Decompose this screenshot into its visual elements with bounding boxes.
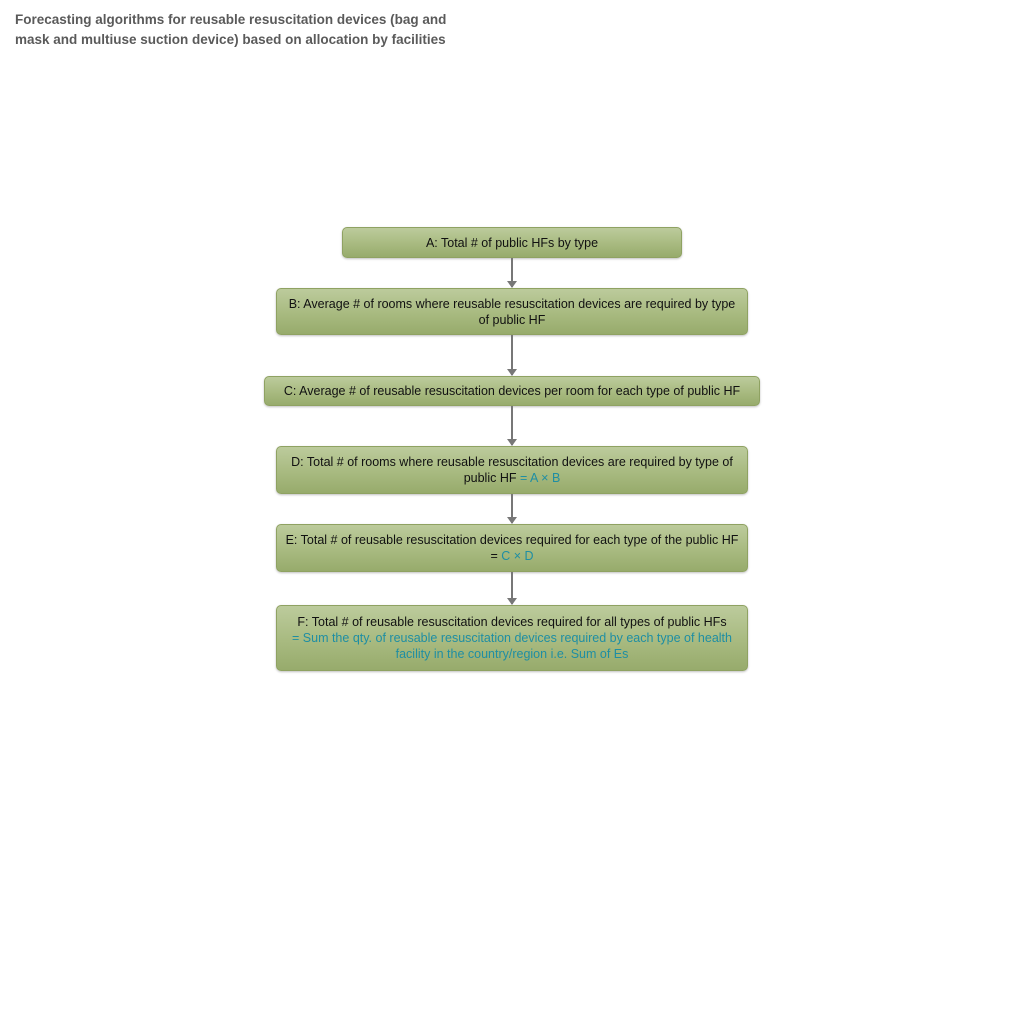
step-e-formula: C × D — [501, 549, 534, 563]
step-b-box — [276, 288, 748, 335]
step-e-line-2 — [490, 548, 533, 564]
arrow-e-to-f — [511, 572, 513, 604]
step-a-box — [342, 227, 682, 258]
step-b-line-1: B: Average # of rooms where reusable resuscitation devices are required by type — [288, 296, 736, 311]
step-e-box — [276, 524, 748, 572]
step-f-formula-line-2: facility in the country/region i.e. Sum of Es — [395, 647, 629, 661]
step-b-line-2: of public HF — [478, 312, 546, 327]
step-d-box — [276, 446, 748, 494]
step-f-line-1: F: Total # of reusable resuscitation devices required for all types of public HFs — [297, 615, 727, 629]
step-e-equals: = — [490, 549, 498, 563]
step-c-text: C: Average # of reusable resuscitation devices per room for each type of public HF — [283, 384, 741, 398]
step-d-line-2-text: public HF — [463, 471, 517, 485]
arrow-d-to-e — [511, 494, 513, 523]
arrow-c-to-d — [511, 406, 513, 445]
step-d-line-2 — [464, 470, 561, 486]
step-c-box — [264, 376, 760, 406]
diagram-title — [15, 10, 475, 50]
arrow-b-to-c — [511, 335, 513, 375]
step-d-line-1: D: Total # of rooms where reusable resuscitation devices are required by type of — [291, 455, 733, 469]
step-d-formula: = A × B — [519, 471, 561, 485]
step-a-text: A: Total # of public HFs by type — [425, 235, 599, 250]
step-e-line-1: E: Total # of reusable resuscitation devices required for each type of the public HF — [285, 533, 739, 547]
step-f-box — [276, 605, 748, 671]
title-line-2: mask and multiuse suction device) based on allocation by facilities — [15, 32, 446, 47]
step-f-formula-line-1: = Sum the qty. of reusable resuscitation devices required by each type of health — [292, 631, 732, 645]
arrow-a-to-b — [511, 258, 513, 287]
title-line-1: Forecasting algorithms for reusable resuscitation devices (bag and — [15, 12, 447, 27]
